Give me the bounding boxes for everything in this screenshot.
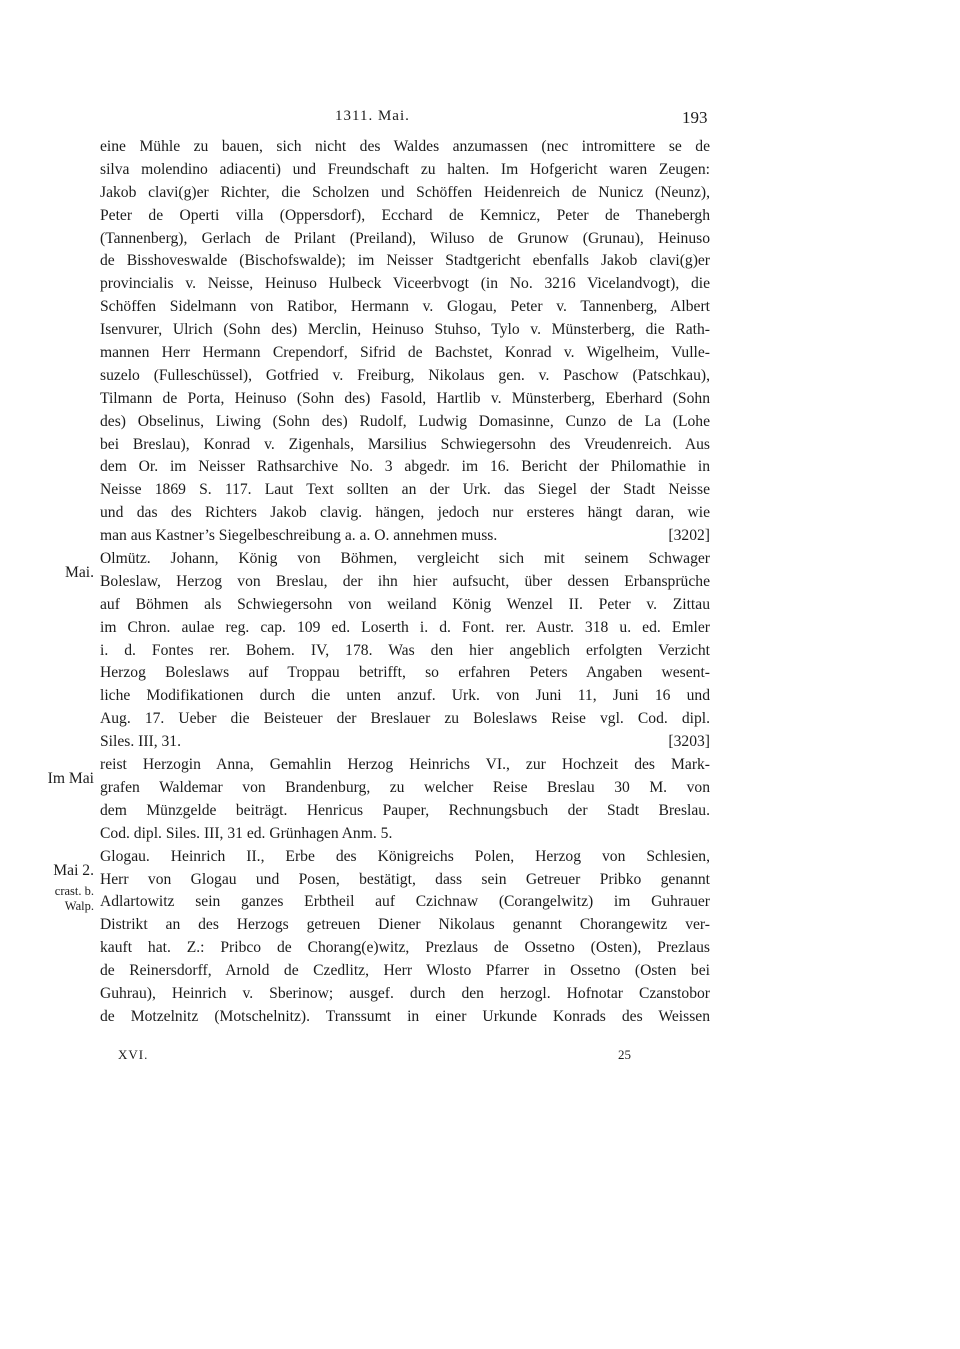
text-line: (Tannenberg), Gerlach de Prilant (Preiland), Wiluso de Grunow (Grunau), Heinuso bbox=[100, 229, 710, 247]
text-line: Olmütz. Johann, König von Böhmen, vergleicht sich mit seinem Schwager bbox=[100, 550, 710, 568]
text-line: Herr von Glogau und Posen, bestätigt, dass sein Getreuer Pribko genannt bbox=[100, 870, 710, 888]
signature-mark: XVI. bbox=[118, 1047, 149, 1062]
entry-number: [3202] bbox=[668, 527, 710, 545]
text-line-with-ref bbox=[100, 525, 710, 548]
text-line: eine Mühle zu bauen, sich nicht des Waldes anzumassen (nec intromittere se de bbox=[100, 138, 710, 155]
text-line: suzelo (Fulleschüssel), Gotfried v. Freiburg, Nikolaus gen. v. Paschow (Patschkau), bbox=[100, 366, 710, 384]
sheet-number: 25 bbox=[618, 1047, 631, 1062]
text-line: de Reinersdorff, Arnold de Czedlitz, Herr Wlosto Pfarrer in Ossetno (Osten bei bbox=[100, 962, 710, 980]
text-line: dem Münzgelde beiträgt. Henricus Pauper, Rechnungsbuch der Stadt Breslau. bbox=[100, 801, 710, 819]
text-line-with-ref bbox=[100, 731, 710, 754]
margin-note-walp: Walp. bbox=[64, 899, 94, 913]
text-line: silva molendino adiacenti) und Freundschaft zu halten. Im Hofgericht waren Zeugen: bbox=[100, 160, 710, 178]
text-line: de Motzelnitz (Motschelnitz). Transsumt in einer Urkunde Konrads des Weissen bbox=[100, 1007, 710, 1025]
text-line: kauft hat. Z.: Pribco de Chorang(e)witz, Prezlaus de Ossetno (Osten), Prezlaus bbox=[100, 939, 710, 957]
text-line: liche Modifikationen durch die unten anzuf. Urk. von Juni 11, Juni 16 und bbox=[100, 687, 710, 705]
text-line: Schöffen Sidelmann von Ratibor, Hermann v. Glogau, Peter v. Tannenberg, Albert bbox=[100, 298, 710, 316]
text-line: Herzog Boleslaws auf Troppau betrifft, so erfahren Peters Angaben wesent- bbox=[100, 664, 710, 682]
margin-note-crast: crast. b. bbox=[54, 884, 94, 898]
text-line: bei Breslau), Konrad v. Zigenhals, Marsilius Schwiegersohn des Vreudenreich. Aus bbox=[100, 435, 710, 453]
running-header: 1311. Mai. bbox=[335, 108, 410, 124]
text-line: im Chron. aulae reg. cap. 109 ed. Loserth i. d. Font. rer. Austr. 318 u. ed. Emler bbox=[100, 618, 710, 636]
text-line: Peter de Operti villa (Oppersdorf), Ecchard de Kemnicz, Peter de Thanebergh bbox=[100, 206, 710, 224]
text-line: grafen Waldemar von Brandenburg, zu welcher Reise Breslau 30 M. von bbox=[100, 778, 710, 796]
text-line: man aus Kastner’s Siegelbeschreibung a. a. O. annehmen muss. bbox=[100, 527, 498, 545]
text-line: Neisse 1869 S. 117. Laut Text sollten an der Urk. das Siegel der Stadt Neisse bbox=[100, 481, 710, 499]
text-line: Aug. 17. Ueber die Beisteuer der Breslauer zu Boleslaws Reise vgl. Cod. dipl. bbox=[100, 710, 710, 728]
text-line: Adlartowitz sein ganzes Erbtheil auf Czichnaw (Corangelwitz) im Guhrauer bbox=[100, 893, 710, 911]
text-line: i. d. Fontes rer. Bohem. IV, 178. Was den hier angeblich erfolgten Verzicht bbox=[100, 641, 710, 659]
margin-date-mai: Mai. bbox=[64, 564, 94, 581]
text-line: Tilmann de Porta, Heinuso (Sohn des) Fasold, Hartlib v. Münsterberg, Eberhard (Sohn bbox=[100, 389, 710, 407]
text-line: Guhrau), Heinrich v. Sberinow; ausgef. durch den herzogl. Hofnotar Czanstobor bbox=[100, 984, 710, 1002]
text-line: de Bisshoveswalde (Bischofswalde); im Neisser Stadtgericht ebenfalls Jakob clavi(g)er bbox=[100, 252, 710, 270]
text-line: Boleslaw, Herzog von Breslau, der ihn hier aufsucht, über dessen Erbansprüche bbox=[100, 572, 710, 590]
text-line: reist Herzogin Anna, Gemahlin Herzog Heinrichs VI., zur Hochzeit des Mark- bbox=[100, 756, 710, 774]
text-line: dem Or. im Neisser Rathsarchive No. 3 abgedr. im 16. Bericht der Philomathie in bbox=[100, 458, 710, 476]
text-line: mannen Herr Hermann Crependorf, Sifrid de Bachstet, Konrad v. Wigelheim, Vulle- bbox=[100, 344, 710, 362]
text-line: und das des Richters Jakob clavig. hängen, jedoch nur ersteres hängt daran, wie bbox=[100, 504, 710, 522]
text-line: Glogau. Heinrich II., Erbe des Königreichs Polen, Herzog von Schlesien, bbox=[100, 847, 710, 865]
text-line: auf Böhmen als Schwiegersohn von weiland König Wenzel II. Peter v. Zittau bbox=[100, 595, 710, 613]
body-text bbox=[100, 136, 710, 1029]
text-line: provincialis v. Neisse, Heinuso Hulbeck Viceerbvogt (in No. 3216 Vicelandvogt), die bbox=[100, 275, 710, 293]
text-line: des) Obselinus, Liwing (Sohn des) Rudolf, Ludwig Domasinne, Cunzo de La (Lohe bbox=[100, 412, 710, 430]
text-line: Distrikt an des Herzogs getreuen Diener Nikolaus genannt Chorangewitz ver- bbox=[100, 916, 710, 934]
text-line: Cod. dipl. Siles. III, 31 ed. Grünhagen Anm. 5. bbox=[100, 824, 393, 842]
text-line: Isenvurer, Ulrich (Sohn des) Merclin, Heinuso Stuhso, Tylo v. Münsterberg, die Rath- bbox=[100, 321, 710, 339]
text-line: Jakob clavi(g)er Richter, die Scholzen und Schöffen Heidenreich de Nunicz (Neunz), bbox=[100, 183, 710, 201]
entry-number: [3203] bbox=[668, 733, 710, 751]
page-number: 193 bbox=[682, 108, 708, 127]
text-line: Siles. III, 31. bbox=[100, 733, 181, 751]
margin-date-mai-2: Mai 2. bbox=[53, 862, 94, 879]
margin-date-im-mai: Im Mai bbox=[47, 770, 94, 787]
